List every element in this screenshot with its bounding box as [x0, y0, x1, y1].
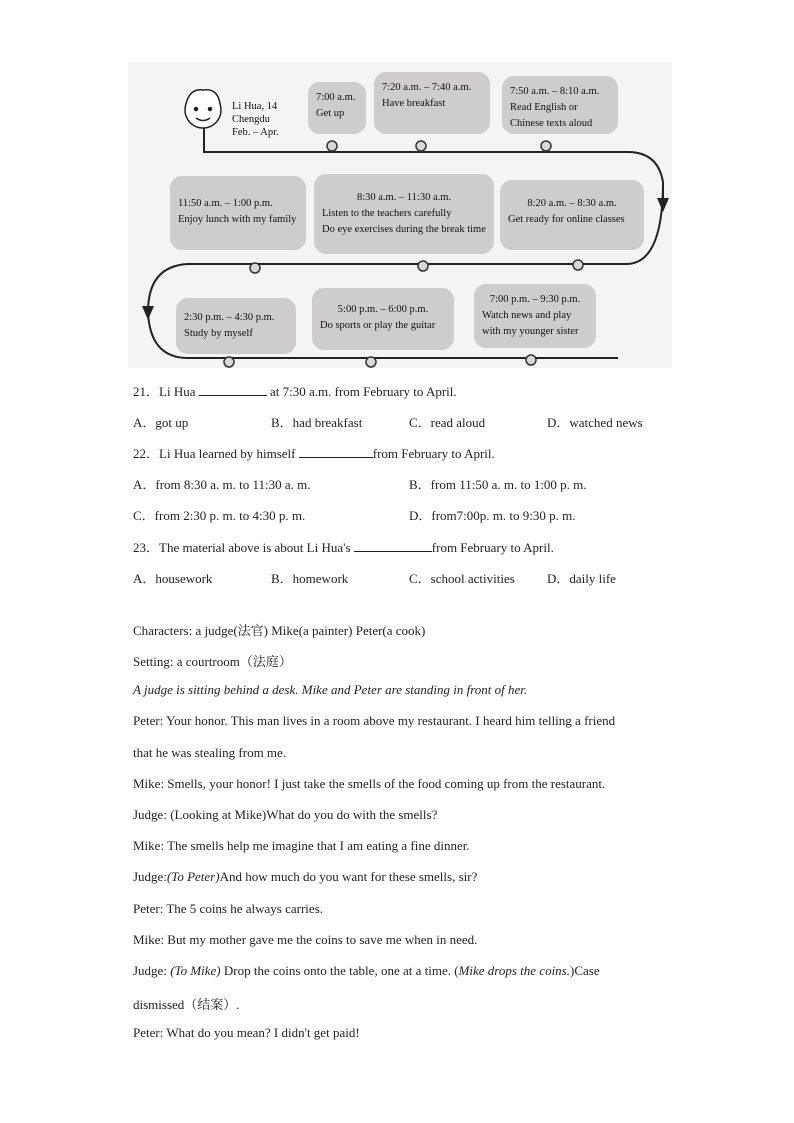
schedule-item: 5:00 p.m. – 6:00 p.m. Do sports or play the guitar — [312, 288, 454, 350]
schedule-item: 2:30 p.m. – 4:30 p.m. Study by myself — [176, 298, 296, 354]
dialogue-line: Peter: What do you mean? I didn't get paid! — [133, 1025, 360, 1040]
schedule-item: 7:50 a.m. – 8:10 a.m. Read English or Chinese texts aloud — [502, 76, 618, 134]
dialogue-line: dismissed（结案）. — [133, 997, 240, 1012]
option[interactable]: C．school activities — [409, 571, 515, 586]
answer-blank[interactable] — [299, 445, 373, 458]
question-21: 21．Li Hua at 7:30 a.m. from February to April. — [133, 384, 457, 399]
profile-city: Chengdu — [232, 114, 270, 125]
dialogue-line: Judge: (Looking at Mike)What do you do with the smells? — [133, 807, 438, 822]
schedule-item: 7:20 a.m. – 7:40 a.m. Have breakfast — [374, 72, 490, 134]
face-icon — [185, 90, 221, 128]
profile-period: Feb. – Apr. — [232, 127, 279, 138]
option[interactable]: B．homework — [271, 571, 349, 586]
profile-name: Li Hua, 14 — [232, 101, 278, 112]
option[interactable]: D．daily life — [547, 571, 616, 586]
play-characters: Characters: a judge(法官) Mike(a painter) Peter(a cook) — [133, 623, 426, 638]
play-setting: Setting: a courtroom（法庭） — [133, 654, 292, 669]
dialogue-line: Judge:(To Peter)And how much do you want for these smells, sir? — [133, 869, 478, 884]
schedule-figure — [128, 62, 672, 368]
dialogue-line: Peter: Your honor. This man lives in a room above my restaurant. I heard him telling a friend — [133, 713, 616, 728]
dialogue-line: that he was stealing from me. — [133, 745, 287, 760]
answer-blank[interactable] — [199, 383, 267, 396]
option[interactable]: B．had breakfast — [271, 415, 363, 430]
option[interactable]: C．read aloud — [409, 415, 486, 430]
option[interactable]: A．from 8:30 a. m. to 11:30 a. m. — [133, 477, 311, 492]
schedule-item: 8:30 a.m. – 11:30 a.m. Listen to the teachers carefully Do eye exercises during the break time — [314, 174, 494, 254]
dialogue-line: Mike: The smells help me imagine that I am eating a fine dinner. — [133, 838, 470, 853]
dialogue-line: Mike: But my mother gave me the coins to save me when in need. — [133, 932, 478, 947]
dialogue-line: Peter: The 5 coins he always carries. — [133, 901, 323, 916]
question-22: 22．Li Hua learned by himself from February to April. — [133, 446, 495, 461]
option[interactable]: D．from7:00p. m. to 9:30 p. m. — [409, 508, 576, 523]
schedule-item: 8:20 a.m. – 8:30 a.m. Get ready for online classes — [500, 180, 644, 250]
answer-blank[interactable] — [354, 539, 432, 552]
option[interactable]: A．housework — [133, 571, 213, 586]
option[interactable]: B．from 11:50 a. m. to 1:00 p. m. — [409, 477, 587, 492]
stage-direction: A judge is sitting behind a desk. Mike and Peter are standing in front of her. — [133, 682, 528, 697]
schedule-item: 11:50 a.m. – 1:00 p.m. Enjoy lunch with my family — [170, 176, 306, 250]
dialogue-line: Judge: (To Mike) Drop the coins onto the table, one at a time. (Mike drops the coins.)Case — [133, 963, 600, 978]
schedule-item: 7:00 p.m. – 9:30 p.m. Watch news and play with my younger sister — [474, 284, 596, 348]
option[interactable]: D．watched news — [547, 415, 643, 430]
question-23: 23．The material above is about Li Hua's from February to April. — [133, 540, 554, 555]
dialogue-line: Mike: Smells, your honor! I just take the smells of the food coming up from the restaurant. — [133, 776, 606, 791]
option[interactable]: A．got up — [133, 415, 189, 430]
schedule-item: 7:00 a.m. Get up — [308, 82, 366, 134]
option[interactable]: C．from 2:30 p. m. to 4:30 p. m. — [133, 508, 306, 523]
profile-info — [232, 100, 279, 139]
